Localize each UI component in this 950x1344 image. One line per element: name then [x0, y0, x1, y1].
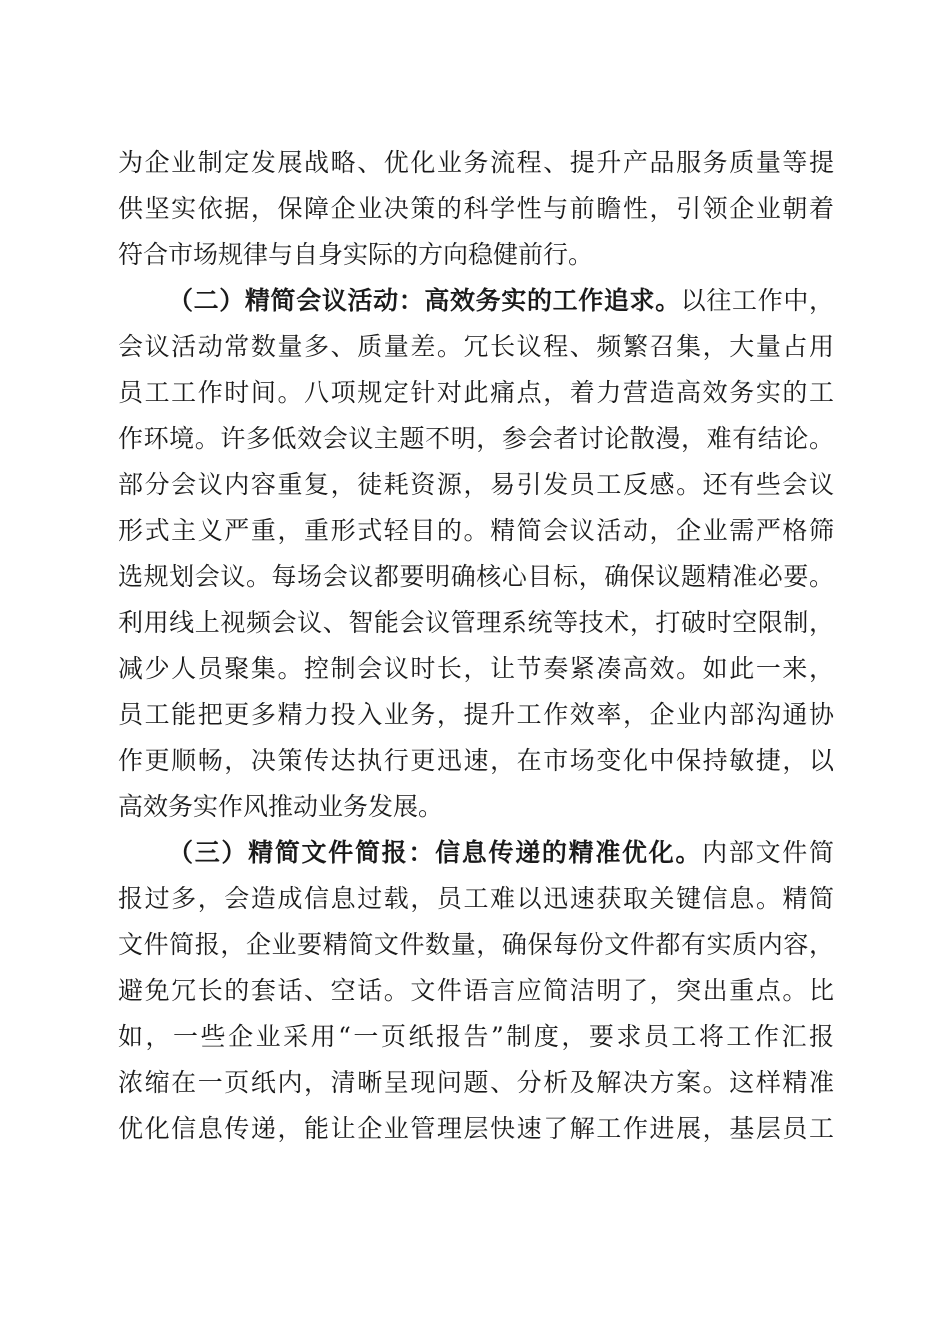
text-run: 内部文件简	[702, 838, 834, 867]
text-line: 利用线上视频会议、智能会议管理系统等技术，打破时空限制，	[118, 608, 834, 637]
text-line: 为企业制定发展战略、优化业务流程、提升产品服务质量等提	[118, 148, 834, 177]
text-line: 高效务实作风推动业务发展。	[118, 792, 444, 821]
paragraph-3	[118, 830, 834, 1152]
text-line: 作环境。许多低效会议主题不明，参会者讨论散漫，难有结论。	[118, 424, 834, 453]
text-line: 如，一些企业采用“一页纸报告”制度，要求员工将工作汇报	[118, 1022, 834, 1051]
section-heading-2: （二）精简会议活动：高效务实的工作追求。	[168, 286, 681, 315]
text-line: 优化信息传递，能让企业管理层快速了解工作进展，基层员工	[118, 1114, 834, 1143]
text-line: 选规划会议。每场会议都要明确核心目标，确保议题精准必要。	[118, 562, 834, 591]
text-line: 供坚实依据，保障企业决策的科学性与前瞻性，引领企业朝着	[118, 194, 834, 223]
text-line: 报过多，会造成信息过载，员工难以迅速获取关键信息。精简	[118, 884, 834, 913]
text-line: 减少人员聚集。控制会议时长，让节奏紧凑高效。如此一来，	[118, 654, 834, 683]
paragraph-first-line	[118, 278, 834, 324]
text-line: 避免冗长的套话、空话。文件语言应简洁明了，突出重点。比	[118, 976, 834, 1005]
text-line: 员工能把更多精力投入业务，提升工作效率，企业内部沟通协	[118, 700, 834, 729]
text-run: 以往工作中，	[680, 286, 834, 315]
text-line: 会议活动常数量多、质量差。冗长议程、频繁召集，大量占用	[118, 332, 834, 361]
text-line: 部分会议内容重复，徒耗资源，易引发员工反感。还有些会议	[118, 470, 834, 499]
section-heading-3: （三）精简文件简报：信息传递的精准优化。	[168, 838, 703, 867]
paragraph-first-line	[118, 830, 834, 876]
text-line: 浓缩在一页纸内，清晰呈现问题、分析及解决方案。这样精准	[118, 1068, 834, 1097]
paragraph-2	[118, 278, 834, 830]
text-line: 员工工作时间。八项规定针对此痛点，着力营造高效务实的工	[118, 378, 834, 407]
document-body	[118, 140, 834, 1152]
text-line: 作更顺畅，决策传达执行更迅速，在市场变化中保持敏捷，以	[118, 746, 834, 775]
text-line: 文件简报，企业要精简文件数量，确保每份文件都有实质内容，	[118, 930, 834, 959]
text-line: 符合市场规律与自身实际的方向稳健前行。	[118, 240, 594, 269]
paragraph-1	[118, 140, 834, 278]
text-line: 形式主义严重，重形式轻目的。精简会议活动，企业需严格筛	[118, 516, 834, 545]
